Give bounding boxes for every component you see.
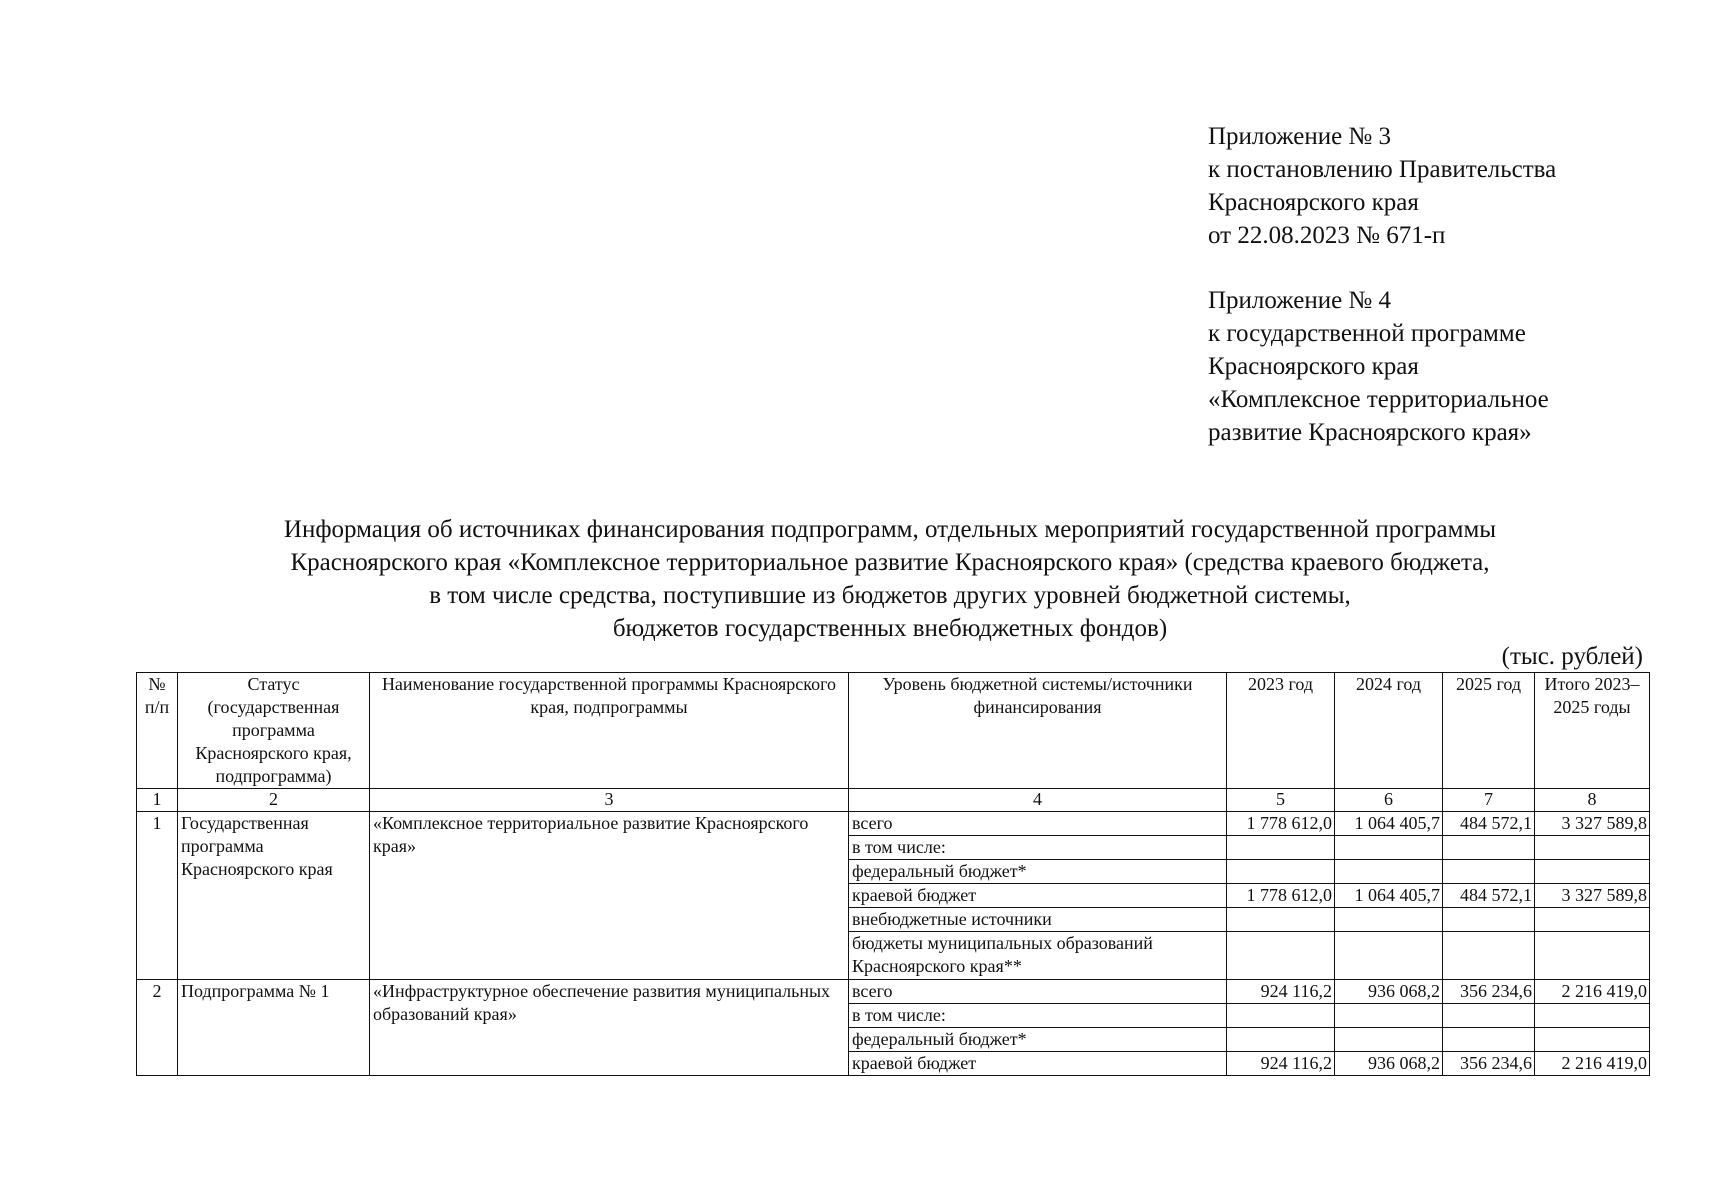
amount-y2024 <box>1335 860 1443 884</box>
column-number: 6 <box>1335 789 1443 812</box>
row-number: 2 <box>137 980 178 1076</box>
amount-y2023: 924 116,2 <box>1227 1052 1335 1076</box>
amount-y2024 <box>1335 1028 1443 1052</box>
title-line-4: бюджетов государственных внебюджетных фондов) <box>612 615 1168 642</box>
amount-total <box>1535 908 1650 932</box>
amount-y2023 <box>1227 932 1335 980</box>
funding-level: в том числе: <box>849 1004 1227 1028</box>
annex-4-region: Красноярского края <box>1208 353 1419 380</box>
amount-y2024: 936 068,2 <box>1335 980 1443 1004</box>
funding-level: всего <box>849 812 1227 836</box>
amount-y2024 <box>1335 836 1443 860</box>
amount-y2023 <box>1227 1028 1335 1052</box>
financing-table <box>136 672 1650 1076</box>
header-num: № п/п <box>137 673 178 789</box>
amount-y2024 <box>1335 932 1443 980</box>
amount-y2023: 924 116,2 <box>1227 980 1335 1004</box>
funding-level: бюджеты муниципальных образований Красноярского края** <box>849 932 1227 980</box>
row-number: 1 <box>137 812 178 980</box>
amount-y2023 <box>1227 860 1335 884</box>
amount-total: 2 216 419,0 <box>1535 1052 1650 1076</box>
row-program-name: «Комплексное территориальное развитие Красноярского края» <box>370 812 849 980</box>
amount-y2025 <box>1443 836 1535 860</box>
amount-y2024: 936 068,2 <box>1335 1052 1443 1076</box>
row-program-name: «Инфраструктурное обеспечение развития муниципальных образований края» <box>370 980 849 1076</box>
column-number: 7 <box>1443 789 1535 812</box>
annex-4-to-program: к государственной программе <box>1208 320 1526 347</box>
funding-level: федеральный бюджет* <box>849 1028 1227 1052</box>
header-2025: 2025 год <box>1443 673 1535 789</box>
annex-3-number: Приложение № 3 <box>1208 123 1392 150</box>
title-line-3: в том числе средства, поступившие из бюджетов других уровней бюджетной системы, <box>429 582 1351 609</box>
amount-y2025 <box>1443 932 1535 980</box>
row-status: Подпрограмма № 1 <box>178 980 370 1076</box>
amount-y2023 <box>1227 1004 1335 1028</box>
amount-y2025 <box>1443 1028 1535 1052</box>
amount-y2024: 1 064 405,7 <box>1335 884 1443 908</box>
amount-total <box>1535 932 1650 980</box>
amount-y2024 <box>1335 908 1443 932</box>
amount-total <box>1535 1004 1650 1028</box>
units-label: (тыс. рублей) <box>1501 643 1643 670</box>
column-number: 1 <box>137 789 178 812</box>
annex-4-block <box>1208 284 1678 449</box>
column-number: 4 <box>849 789 1227 812</box>
amount-y2025: 484 572,1 <box>1443 884 1535 908</box>
funding-level: федеральный бюджет* <box>849 860 1227 884</box>
amount-total <box>1535 860 1650 884</box>
table-row <box>137 812 1650 836</box>
amount-total: 3 327 589,8 <box>1535 884 1650 908</box>
amount-y2025: 484 572,1 <box>1443 812 1535 836</box>
header-level: Уровень бюджетной системы/источники финансирования <box>849 673 1227 789</box>
annex-3-block <box>1208 120 1678 252</box>
funding-level: всего <box>849 980 1227 1004</box>
annex-3-to-resolution: к постановлению Правительства <box>1208 156 1557 183</box>
amount-y2023 <box>1227 836 1335 860</box>
amount-y2025 <box>1443 1004 1535 1028</box>
header-total: Итого 2023–2025 годы <box>1535 673 1650 789</box>
header-2023: 2023 год <box>1227 673 1335 789</box>
annex-3-region: Красноярского края <box>1208 189 1419 216</box>
annex-4-program-name-1: «Комплексное территориальное <box>1208 386 1549 413</box>
document-title <box>150 513 1630 645</box>
amount-y2025: 356 234,6 <box>1443 980 1535 1004</box>
amount-total <box>1535 836 1650 860</box>
header-status: Статус (государственная программа Красноярского края, подпрограмма) <box>178 673 370 789</box>
column-number-row <box>137 789 1650 812</box>
amount-y2023: 1 778 612,0 <box>1227 884 1335 908</box>
funding-level: краевой бюджет <box>849 1052 1227 1076</box>
header-name: Наименование государственной программы Красноярского края, подпрограммы <box>370 673 849 789</box>
annex-4-number: Приложение № 4 <box>1208 287 1392 314</box>
amount-total: 3 327 589,8 <box>1535 812 1650 836</box>
amount-y2025: 356 234,6 <box>1443 1052 1535 1076</box>
amount-y2024 <box>1335 1004 1443 1028</box>
table-row <box>137 980 1650 1004</box>
annex-3-date-number: от 22.08.2023 № 671-п <box>1208 222 1446 249</box>
annex-4-program-name-2: развитие Красноярского края» <box>1208 419 1532 446</box>
amount-y2023 <box>1227 908 1335 932</box>
amount-y2025 <box>1443 908 1535 932</box>
funding-level: внебюджетные источники <box>849 908 1227 932</box>
funding-level: в том числе: <box>849 836 1227 860</box>
title-line-2: Красноярского края «Комплексное территориальное развитие Красноярского края» (средства краевого бюджета, <box>290 549 1490 576</box>
amount-total: 2 216 419,0 <box>1535 980 1650 1004</box>
amount-y2023: 1 778 612,0 <box>1227 812 1335 836</box>
title-line-1: Информация об источниках финансирования подпрограмм, отдельных мероприятий государственной программы <box>283 516 1497 543</box>
column-number: 3 <box>370 789 849 812</box>
amount-y2024: 1 064 405,7 <box>1335 812 1443 836</box>
column-number: 2 <box>178 789 370 812</box>
table-header-row <box>137 673 1650 789</box>
amount-y2025 <box>1443 860 1535 884</box>
funding-level: краевой бюджет <box>849 884 1227 908</box>
column-number: 8 <box>1535 789 1650 812</box>
amount-total <box>1535 1028 1650 1052</box>
header-2024: 2024 год <box>1335 673 1443 789</box>
row-status: Государственная программа Красноярского края <box>178 812 370 980</box>
column-number: 5 <box>1227 789 1335 812</box>
